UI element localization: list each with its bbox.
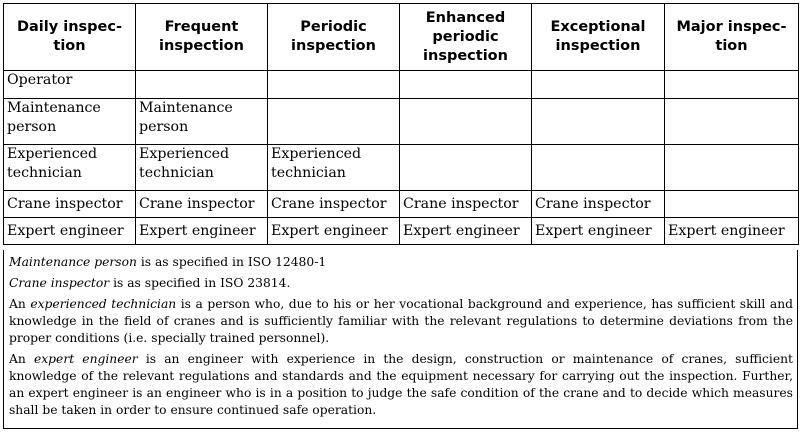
header-daily-inspection: Daily inspec-tion [4, 4, 136, 71]
header-enhanced-periodic-inspection: Enhanced periodic inspection [400, 4, 532, 71]
note-experienced-technician [9, 296, 793, 347]
table-cell [268, 145, 400, 191]
table-row [4, 218, 799, 245]
table-cell: Expert engineer [532, 218, 665, 245]
table-cell: Operator [4, 71, 136, 99]
table-cell: Expert engineer [268, 218, 400, 245]
table-cell [532, 71, 665, 99]
note-prefix: An [9, 297, 31, 311]
table-cell [532, 145, 665, 191]
table-cell: Crane inspector [4, 191, 136, 218]
note-text: is as specified in ISO 23814. [109, 276, 291, 290]
note-text: is a person who, due to his or her vocational background and experience, has sufficient skill and knowledge in the field of cranes and is sufficiently familiar with the relevant regulations to determine deviations from the proper conditions (i.e. specially trained personnel). [9, 297, 794, 345]
table-cell: Expert engineer [400, 218, 532, 245]
header-row [4, 4, 799, 71]
note-crane-inspector [9, 275, 793, 292]
table-cell [665, 71, 799, 99]
table-cell [4, 99, 136, 145]
table-cell: Crane inspector [400, 191, 532, 218]
table-cell: Crane inspector [532, 191, 665, 218]
table-cell [136, 99, 268, 145]
note-text: is as specified in ISO 12480-1 [136, 255, 327, 269]
header-major-inspection: Major inspec-tion [665, 4, 799, 71]
table-cell [136, 145, 268, 191]
cell-text: Maintenance person [139, 100, 233, 135]
note-text: is an engineer with experience in the design, construction or maintenance of cranes, sufficient knowledge of the relevant regulations and standards and the equipment necessary for carrying out the inspection. Further, an expert engineer is an engineer who is in a position to judge the safe condition of the crane and to decide which measures shall be taken in order to ensure continued safe operation. [9, 352, 794, 417]
note-maintenance-person [9, 254, 793, 271]
table-notes [3, 250, 798, 429]
table-cell [268, 71, 400, 99]
table-row [4, 99, 799, 145]
table-cell [4, 145, 136, 191]
note-term: experienced technician [30, 297, 177, 311]
table-cell [665, 145, 799, 191]
note-term: expert engineer [33, 352, 138, 366]
table-cell [665, 99, 799, 145]
table-cell [400, 99, 532, 145]
table-row [4, 145, 799, 191]
note-prefix: An [9, 352, 34, 366]
table-row [4, 191, 799, 218]
cell-text: Experienced technician [139, 146, 230, 181]
table-cell: Expert engineer [136, 218, 268, 245]
table-cell [400, 71, 532, 99]
header-exceptional-inspection: Exceptional inspection [532, 4, 665, 71]
cell-text: Maintenance person [7, 100, 101, 135]
header-periodic-inspection: Periodic inspection [268, 4, 400, 71]
table-cell: Crane inspector [268, 191, 400, 218]
table-cell: Expert engineer [4, 218, 136, 245]
header-frequent-inspection: Frequent inspection [136, 4, 268, 71]
note-expert-engineer [9, 351, 793, 419]
note-term: Maintenance person [9, 255, 137, 269]
table-row [4, 71, 799, 99]
table-cell [136, 71, 268, 99]
table-cell [268, 99, 400, 145]
table-cell [532, 99, 665, 145]
cell-text: Experienced technician [271, 146, 362, 181]
inspection-table [3, 3, 799, 245]
cell-text: Experienced technician [7, 146, 98, 181]
table-cell [665, 191, 799, 218]
note-term: Crane inspector [9, 276, 110, 290]
table-cell: Crane inspector [136, 191, 268, 218]
table-cell [400, 145, 532, 191]
table-cell: Expert engineer [665, 218, 799, 245]
